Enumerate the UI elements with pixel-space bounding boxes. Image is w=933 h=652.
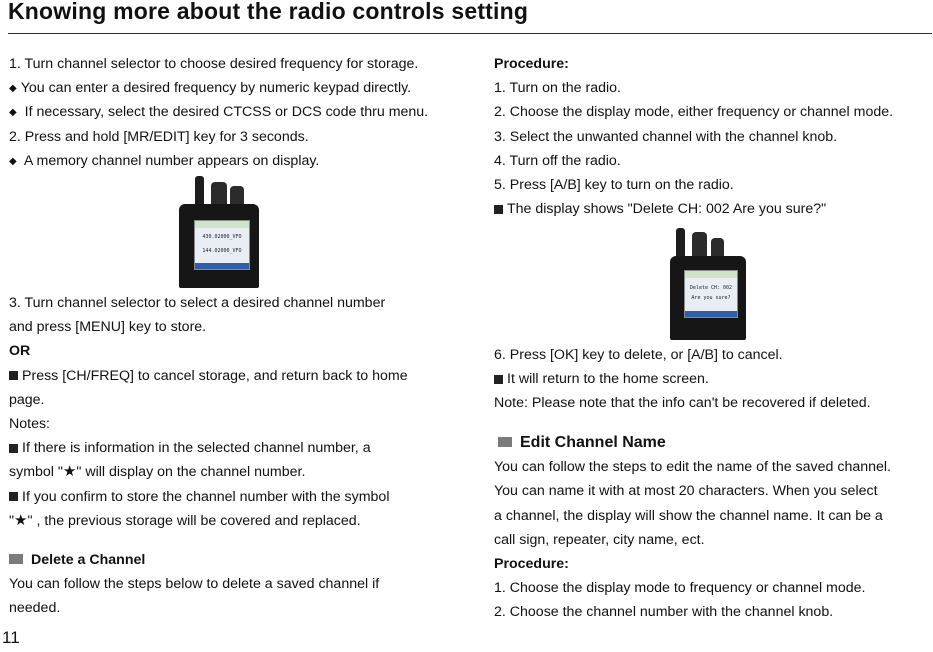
or-label: OR (9, 343, 31, 360)
edit-line-2: You can name it with at most 20 characters. When you select (494, 483, 878, 500)
radio-illustration-delete (668, 228, 748, 340)
section-marker-icon (498, 437, 512, 447)
left-step-3b: and press [MENU] key to store. (9, 319, 207, 336)
section-marker-icon (9, 554, 23, 564)
notes-label: Notes: (9, 415, 51, 432)
delete-heading: Delete a Channel (9, 548, 459, 572)
delete-step-6: 6. Press [OK] key to delete, or [A/B] to cancel. (494, 347, 783, 363)
radio-screen (684, 270, 738, 318)
left-column (9, 52, 459, 173)
delete-step-4: 4. Turn off the radio. (494, 152, 621, 169)
screen-line-a: 430.02000_VFO (202, 234, 242, 240)
recovery-note: Note: Please note that the info can't be recovered if deleted. (494, 395, 871, 412)
procedure-label-2: Procedure: (494, 555, 569, 572)
star-icon: ★ (14, 511, 28, 529)
left-column-lower (9, 291, 459, 533)
left-step-3: 3. Turn channel selector to select a desired channel number (9, 295, 386, 311)
left-bullet-cancel: Press [CH/FREQ] to cancel storage, and return back to home (9, 364, 459, 388)
square-bullet-icon (494, 205, 503, 214)
screen-line-b: Are you sure? (691, 295, 731, 301)
title-underline (8, 33, 932, 34)
delete-step-5: 5. Press [A/B] key to turn on the radio. (494, 176, 734, 193)
left-bullet-info: If there is information in the selected channel number, a (9, 436, 459, 460)
right-column-mid (494, 343, 933, 416)
left-step-1: 1. Turn channel selector to choose desired frequency for storage. (9, 56, 419, 72)
return-home-note: It will return to the home screen. (494, 367, 933, 391)
left-bullet-memory: ◆ A memory channel number appears on display. (9, 149, 459, 173)
delete-step-3: 3. Select the unwanted channel with the channel knob. (494, 128, 838, 145)
delete-step-1: 1. Turn on the radio. (494, 80, 621, 97)
left-cancel-cont: page. (9, 391, 45, 408)
left-bullet-confirm: If you confirm to store the channel number with the symbol (9, 485, 459, 509)
square-bullet-icon (9, 492, 18, 501)
star-icon: ★ (62, 463, 77, 481)
left-step-2: 2. Press and hold [MR/EDIT] key for 3 seconds. (9, 128, 309, 145)
radio-screen (194, 220, 250, 270)
edit-line-3: a channel, the display will show the channel name. It can be a (494, 507, 883, 524)
edit-line-4: call sign, repeater, city name, ect. (494, 531, 705, 548)
screen-line-b: 144.02000_VFO (202, 248, 242, 254)
left-confirm-cont: "★" , the previous storage will be covered and replaced. (9, 511, 361, 529)
square-bullet-icon (9, 444, 18, 453)
delete-section (9, 548, 459, 621)
left-bullet-ctcss: ◆ If necessary, select the desired CTCSS or DCS code thru menu. (9, 100, 459, 124)
left-bullet-keypad: ◆ You can enter a desired frequency by numeric keypad directly. (9, 76, 459, 100)
diamond-bullet-icon: ◆ (9, 83, 17, 95)
delete-display-note: The display shows "Delete CH: 002 Are you sure?" (494, 197, 933, 221)
edit-heading: Edit Channel Name (494, 431, 933, 455)
square-bullet-icon (9, 371, 18, 380)
edit-line-1: You can follow the steps to edit the name of the saved channel. (494, 459, 891, 476)
edit-step-2: 2. Choose the channel number with the channel knob. (494, 604, 834, 621)
diamond-bullet-icon: ◆ (9, 107, 17, 119)
page-number: 11 (2, 628, 20, 647)
screen-line-a: Delete CH: 002 (689, 285, 733, 291)
right-column (494, 52, 933, 221)
delete-intro: You can follow the steps below to delete a saved channel if (9, 576, 380, 593)
diamond-bullet-icon: ◆ (9, 155, 17, 167)
page-title: Knowing more about the radio controls setting (8, 0, 529, 24)
edit-section (494, 431, 933, 625)
left-info-cont: symbol "★" will display on the channel number. (9, 463, 306, 481)
square-bullet-icon (494, 375, 503, 384)
radio-illustration-store (175, 176, 261, 288)
delete-intro-cont: needed. (9, 600, 61, 617)
edit-step-1: 1. Choose the display mode to frequency or channel mode. (494, 580, 866, 597)
delete-step-2: 2. Choose the display mode, either frequency or channel mode. (494, 104, 894, 121)
procedure-label: Procedure: (494, 56, 569, 72)
